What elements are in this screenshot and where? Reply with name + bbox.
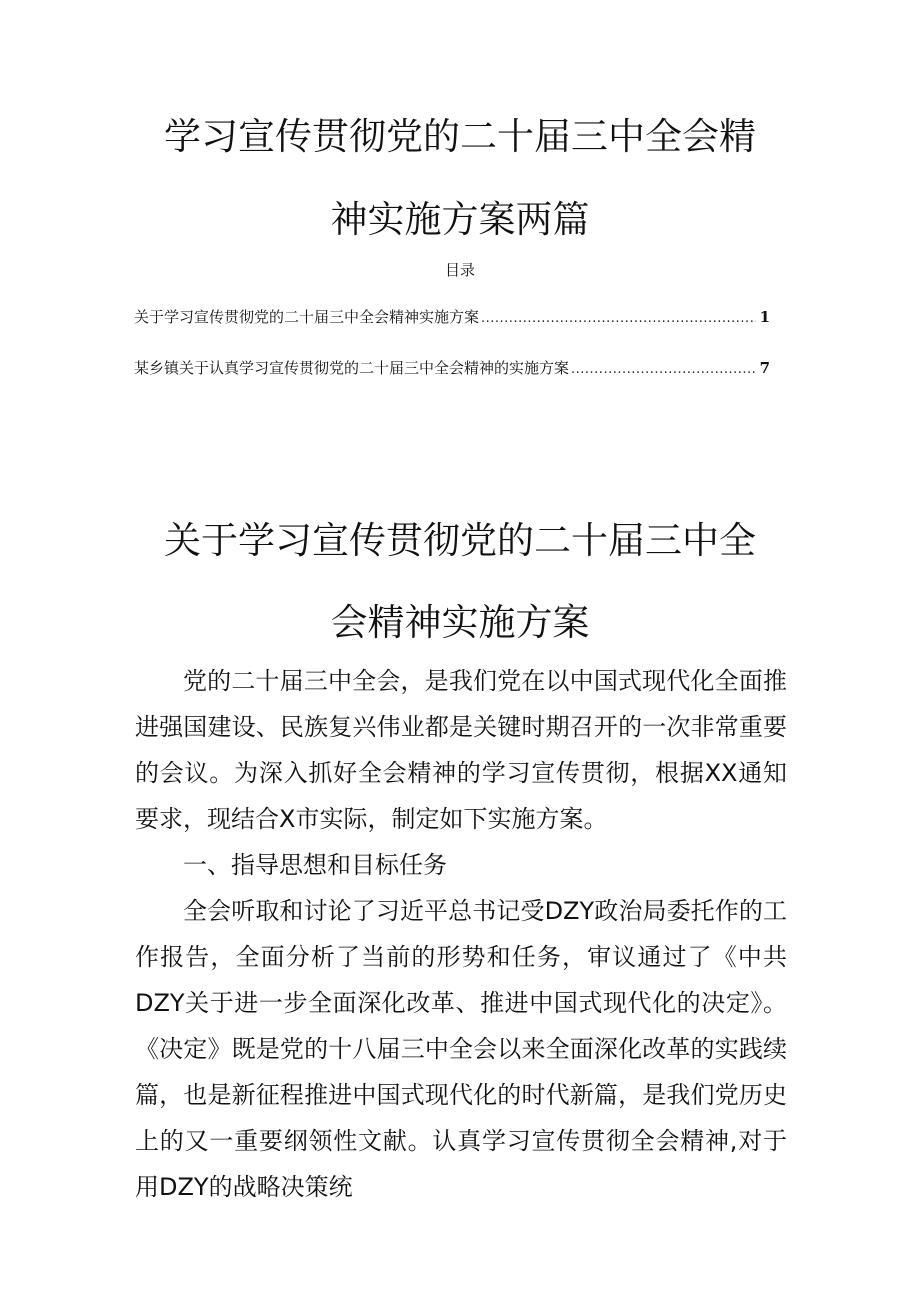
body-paragraph: 党的二十届三中全会，是我们党在以中国式现代化全面推进强国建设、民族复兴伟业都是关键时期召开的一次非常重要的会议。为深入抓好全会精神的学习宣传贯彻，根据XX通知要求，现结合X市实际，制定如下实施方案。 — [135, 667, 787, 833]
toc-heading: 目录 — [444, 261, 475, 279]
section-heading: 一、指导思想和目标任务 — [183, 851, 447, 879]
toc-entry-text: 关于学习宣传贯彻党的二十届三中全会精神实施方案 — [134, 308, 480, 326]
document-title-line-1: 学习宣传贯彻党的二十届三中全会精 — [164, 115, 756, 158]
body-paragraph: 全会听取和讨论了习近平总书记受DZY政治局委托作的工作报告，全面分析了当前的形势和任务，审议通过了《中共DZY关于进一步全面深化改革、推进中国式现代化的决定》。《决定》既是党的十八届三中全会以来全面深化改革的实践续篇，也是新征程推进中国式现代化的时代新篇，是我们党历史上的又一重要纲领性文献。认真学习宣传贯彻全会精神,对于用DZY的战略决策统 — [135, 897, 787, 1201]
document-title-line-2: 神实施方案两篇 — [330, 198, 590, 241]
section-title-line-1: 关于学习宣传贯彻党的二十届三中全 — [164, 519, 756, 562]
toc-entry[interactable] — [134, 310, 770, 325]
toc-entry-text: 某乡镇关于认真学习宣传贯彻党的二十届三中全会精神的实施方案 — [134, 359, 570, 377]
toc-leader-dots — [481, 312, 756, 325]
toc-entry[interactable] — [134, 361, 770, 376]
toc-entry-page: 1 — [759, 308, 770, 326]
section-title-line-2: 会精神实施方案 — [330, 601, 590, 644]
toc-entry-page: 7 — [759, 359, 770, 377]
toc-leader-dots — [571, 363, 756, 376]
